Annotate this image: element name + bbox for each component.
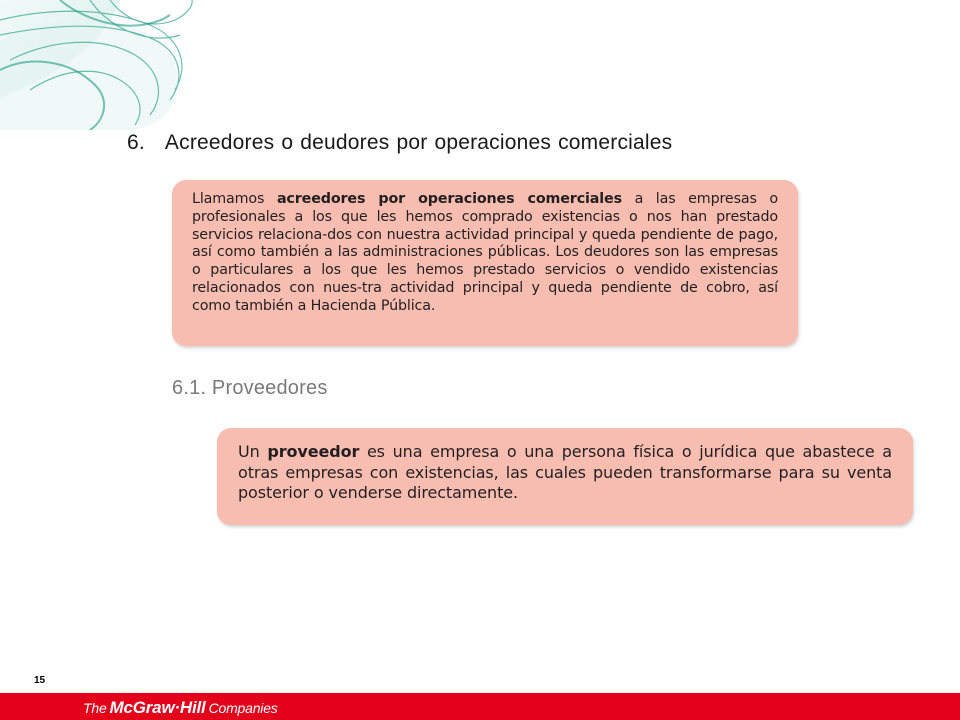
supplier-lead: Un bbox=[238, 442, 268, 461]
logo-name: McGraw·Hill bbox=[109, 698, 206, 717]
publisher-logo bbox=[83, 698, 278, 718]
supplier-body: es una empresa o una persona física o jurídica que abastece a otras empresas con existencias, las cuales pueden transformarse para su venta posterior o venderse directamente. bbox=[238, 442, 892, 502]
definition-body: a las empresas o profesionales a los que les hemos comprado existencias o nos han prestado servicios relaciona-dos con nuestra actividad principal y queda pendiente de pago, así como también a las administraciones públicas. Los deudores son las empresas o particulares a los que les hemos prestado servicios o vendido existencias relacionados con nues-tra actividad principal y queda pendiente de cobro, así como también a Hacienda Pública. bbox=[192, 191, 778, 314]
supplier-term: proveedor bbox=[267, 442, 360, 461]
slide-title-text: Acreedores o deudores por operaciones comerciales bbox=[164, 131, 673, 154]
slide-title-number: 6. bbox=[127, 131, 145, 154]
definition-lead: Llamamos bbox=[192, 191, 277, 207]
definition-term: acreedores por operaciones comerciales bbox=[276, 191, 622, 207]
creditors-definition-box bbox=[172, 180, 798, 346]
slide-title bbox=[127, 131, 672, 155]
footer-bar bbox=[0, 693, 960, 720]
section-subtitle: 6.1. Proveedores bbox=[172, 377, 328, 399]
logo-companies: Companies bbox=[208, 700, 278, 716]
supplier-definition-box bbox=[217, 428, 913, 525]
logo-the: The bbox=[83, 700, 107, 716]
decorative-swirl-graphic bbox=[0, 0, 195, 130]
page-number: 15 bbox=[34, 675, 46, 686]
